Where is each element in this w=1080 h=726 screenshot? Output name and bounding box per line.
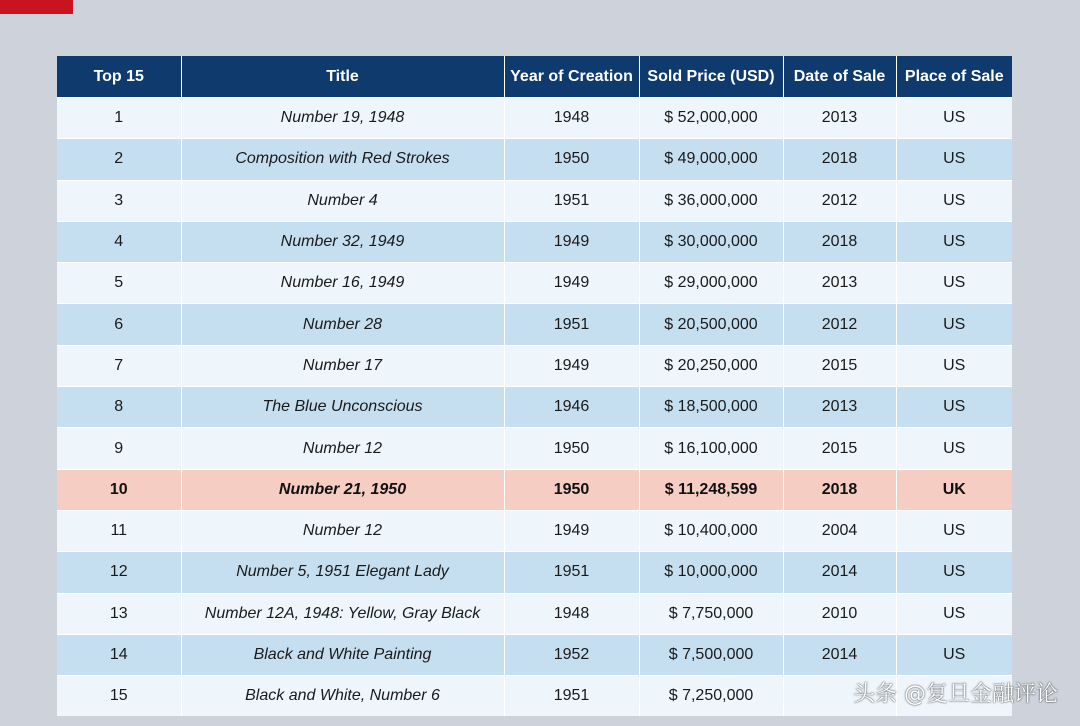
header-sold-price: Sold Price (USD) <box>639 56 783 98</box>
price-cell: $ 10,400,000 <box>639 510 783 551</box>
red-accent-bar <box>0 0 73 14</box>
date-cell: 2015 <box>783 428 896 469</box>
year-cell: 1950 <box>504 469 639 510</box>
date-cell: 2018 <box>783 469 896 510</box>
price-cell: $ 29,000,000 <box>639 263 783 304</box>
year-cell: 1948 <box>504 593 639 634</box>
table-row <box>57 304 1012 345</box>
price-cell: $ 49,000,000 <box>639 139 783 180</box>
title-cell: Number 17 <box>181 345 504 386</box>
price-cell: $ 36,000,000 <box>639 180 783 221</box>
year-cell: 1949 <box>504 345 639 386</box>
rank-cell: 9 <box>57 428 181 469</box>
year-cell: 1948 <box>504 98 639 139</box>
title-cell: Black and White, Number 6 <box>181 676 504 717</box>
year-cell: 1949 <box>504 510 639 551</box>
place-cell: US <box>896 139 1012 180</box>
table-row <box>57 634 1012 675</box>
rank-cell: 1 <box>57 98 181 139</box>
place-cell: US <box>896 552 1012 593</box>
title-cell: Number 16, 1949 <box>181 263 504 304</box>
date-cell: 2010 <box>783 593 896 634</box>
date-cell: 2013 <box>783 98 896 139</box>
title-cell: Number 32, 1949 <box>181 221 504 262</box>
year-cell: 1950 <box>504 139 639 180</box>
price-cell: $ 7,750,000 <box>639 593 783 634</box>
rank-cell: 5 <box>57 263 181 304</box>
table-row <box>57 221 1012 262</box>
place-cell: US <box>896 263 1012 304</box>
rank-cell: 3 <box>57 180 181 221</box>
title-cell: Number 28 <box>181 304 504 345</box>
watermark-text: 头条 @复旦金融评论 <box>853 682 1058 707</box>
header-top15: Top 15 <box>57 56 181 98</box>
header-title: Title <box>181 56 504 98</box>
header-date-of-sale: Date of Sale <box>783 56 896 98</box>
table-row <box>57 428 1012 469</box>
date-cell: 2012 <box>783 180 896 221</box>
year-cell: 1951 <box>504 552 639 593</box>
rank-cell: 2 <box>57 139 181 180</box>
year-cell: 1949 <box>504 263 639 304</box>
price-cell: $ 20,500,000 <box>639 304 783 345</box>
year-cell: 1951 <box>504 304 639 345</box>
date-cell: 2012 <box>783 304 896 345</box>
date-cell: 2014 <box>783 634 896 675</box>
title-cell: The Blue Unconscious <box>181 387 504 428</box>
place-cell: US <box>896 345 1012 386</box>
place-cell: US <box>896 634 1012 675</box>
place-cell: US <box>896 428 1012 469</box>
price-cell: $ 18,500,000 <box>639 387 783 428</box>
table-row <box>57 593 1012 634</box>
rank-cell: 6 <box>57 304 181 345</box>
price-cell: $ 16,100,000 <box>639 428 783 469</box>
place-cell: UK <box>896 469 1012 510</box>
rank-cell: 14 <box>57 634 181 675</box>
table-header-row <box>57 56 1012 98</box>
place-cell: US <box>896 593 1012 634</box>
title-cell: Number 12 <box>181 428 504 469</box>
place-cell: US <box>896 221 1012 262</box>
date-cell: 2014 <box>783 552 896 593</box>
price-cell: $ 11,248,599 <box>639 469 783 510</box>
date-cell: 2004 <box>783 510 896 551</box>
date-cell: 2013 <box>783 387 896 428</box>
pollock-auction-table <box>57 56 1012 716</box>
table-row <box>57 510 1012 551</box>
table-body <box>57 98 1012 717</box>
table-row <box>57 180 1012 221</box>
rank-cell: 15 <box>57 676 181 717</box>
price-cell: $ 30,000,000 <box>639 221 783 262</box>
year-cell: 1951 <box>504 676 639 717</box>
price-cell: $ 20,250,000 <box>639 345 783 386</box>
title-cell: Number 12 <box>181 510 504 551</box>
title-cell: Number 21, 1950 <box>181 469 504 510</box>
table-row <box>57 552 1012 593</box>
place-cell: US <box>896 180 1012 221</box>
title-cell: Number 5, 1951 Elegant Lady <box>181 552 504 593</box>
title-cell: Number 12A, 1948: Yellow, Gray Black <box>181 593 504 634</box>
price-cell: $ 7,250,000 <box>639 676 783 717</box>
header-year-of-creation: Year of Creation <box>504 56 639 98</box>
place-cell: US <box>896 510 1012 551</box>
date-cell: 2018 <box>783 139 896 180</box>
place-cell: US <box>896 387 1012 428</box>
year-cell: 1950 <box>504 428 639 469</box>
year-cell: 1946 <box>504 387 639 428</box>
date-cell: 2018 <box>783 221 896 262</box>
table-row <box>57 469 1012 510</box>
table-row <box>57 139 1012 180</box>
price-cell: $ 10,000,000 <box>639 552 783 593</box>
title-cell: Number 19, 1948 <box>181 98 504 139</box>
table-row <box>57 263 1012 304</box>
rank-cell: 8 <box>57 387 181 428</box>
price-cell: $ 7,500,000 <box>639 634 783 675</box>
table-row <box>57 345 1012 386</box>
rank-cell: 7 <box>57 345 181 386</box>
year-cell: 1949 <box>504 221 639 262</box>
price-cell: $ 52,000,000 <box>639 98 783 139</box>
table-row <box>57 387 1012 428</box>
rank-cell: 4 <box>57 221 181 262</box>
rank-cell: 12 <box>57 552 181 593</box>
year-cell: 1952 <box>504 634 639 675</box>
rank-cell: 13 <box>57 593 181 634</box>
date-cell: 2013 <box>783 263 896 304</box>
title-cell: Number 4 <box>181 180 504 221</box>
date-cell: 2015 <box>783 345 896 386</box>
rank-cell: 10 <box>57 469 181 510</box>
table-row <box>57 98 1012 139</box>
header-place-of-sale: Place of Sale <box>896 56 1012 98</box>
title-cell: Black and White Painting <box>181 634 504 675</box>
place-cell: US <box>896 304 1012 345</box>
rank-cell: 11 <box>57 510 181 551</box>
place-cell: US <box>896 98 1012 139</box>
year-cell: 1951 <box>504 180 639 221</box>
title-cell: Composition with Red Strokes <box>181 139 504 180</box>
